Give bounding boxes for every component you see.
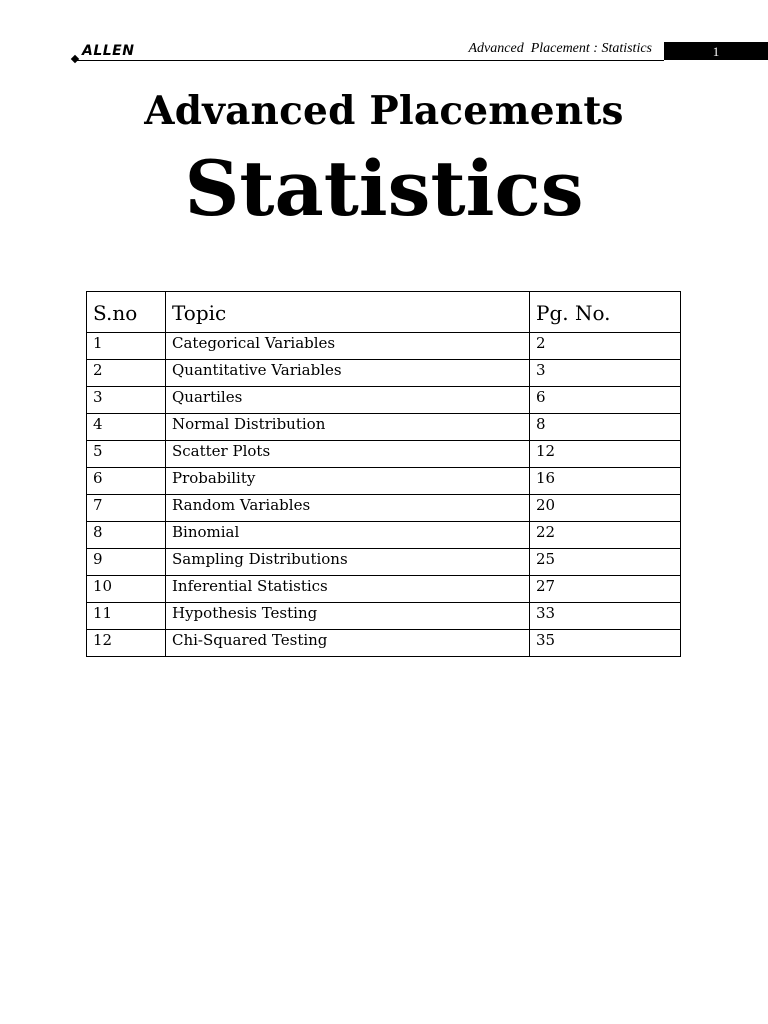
table-row [87, 360, 681, 387]
cell-page: 2 [530, 333, 681, 360]
running-title: Advanced Placement : Statistics [468, 41, 652, 56]
table-row [87, 495, 681, 522]
cell-topic: Probability [166, 468, 530, 495]
table-row [87, 549, 681, 576]
cell-topic: Scatter Plots [166, 441, 530, 468]
cell-page: 22 [530, 522, 681, 549]
cell-page: 16 [530, 468, 681, 495]
table-row [87, 603, 681, 630]
cell-page: 6 [530, 387, 681, 414]
cell-page: 25 [530, 549, 681, 576]
table-row [87, 576, 681, 603]
cell-topic: Random Variables [166, 495, 530, 522]
cell-topic: Quantitative Variables [166, 360, 530, 387]
document-subject: Statistics [184, 144, 584, 233]
cell-sno: 7 [87, 495, 166, 522]
cell-topic: Categorical Variables [166, 333, 530, 360]
toc-header-row [87, 292, 681, 333]
cell-page: 8 [530, 414, 681, 441]
cell-sno: 1 [87, 333, 166, 360]
cell-sno: 4 [87, 414, 166, 441]
cell-page: 35 [530, 630, 681, 657]
column-header-page: Pg. No. [530, 292, 681, 333]
table-row [87, 387, 681, 414]
cell-topic: Inferential Statistics [166, 576, 530, 603]
cell-sno: 10 [87, 576, 166, 603]
cell-sno: 8 [87, 522, 166, 549]
column-header-sno: S.no [87, 292, 166, 333]
cell-page: 27 [530, 576, 681, 603]
cell-sno: 6 [87, 468, 166, 495]
cell-page: 3 [530, 360, 681, 387]
diamond-icon [71, 55, 79, 63]
table-row [87, 630, 681, 657]
cell-sno: 9 [87, 549, 166, 576]
allen-logo: ALLEN [82, 43, 135, 59]
table-row [87, 522, 681, 549]
column-header-topic: Topic [166, 292, 530, 333]
document-title: Advanced Placements [144, 88, 624, 134]
cell-page: 33 [530, 603, 681, 630]
cell-sno: 2 [87, 360, 166, 387]
table-row [87, 333, 681, 360]
cell-page: 12 [530, 441, 681, 468]
cell-topic: Quartiles [166, 387, 530, 414]
table-row [87, 468, 681, 495]
cell-sno: 5 [87, 441, 166, 468]
table-row [87, 441, 681, 468]
cell-topic: Binomial [166, 522, 530, 549]
cell-sno: 11 [87, 603, 166, 630]
cell-topic: Normal Distribution [166, 414, 530, 441]
cell-sno: 3 [87, 387, 166, 414]
cell-topic: Hypothesis Testing [166, 603, 530, 630]
table-row [87, 414, 681, 441]
cell-sno: 12 [87, 630, 166, 657]
page-number-badge: 1 [664, 42, 768, 60]
header-rule [76, 60, 664, 61]
page-header [72, 40, 768, 66]
table-of-contents [86, 291, 681, 657]
cell-topic: Chi-Squared Testing [166, 630, 530, 657]
cell-page: 20 [530, 495, 681, 522]
cell-topic: Sampling Distributions [166, 549, 530, 576]
